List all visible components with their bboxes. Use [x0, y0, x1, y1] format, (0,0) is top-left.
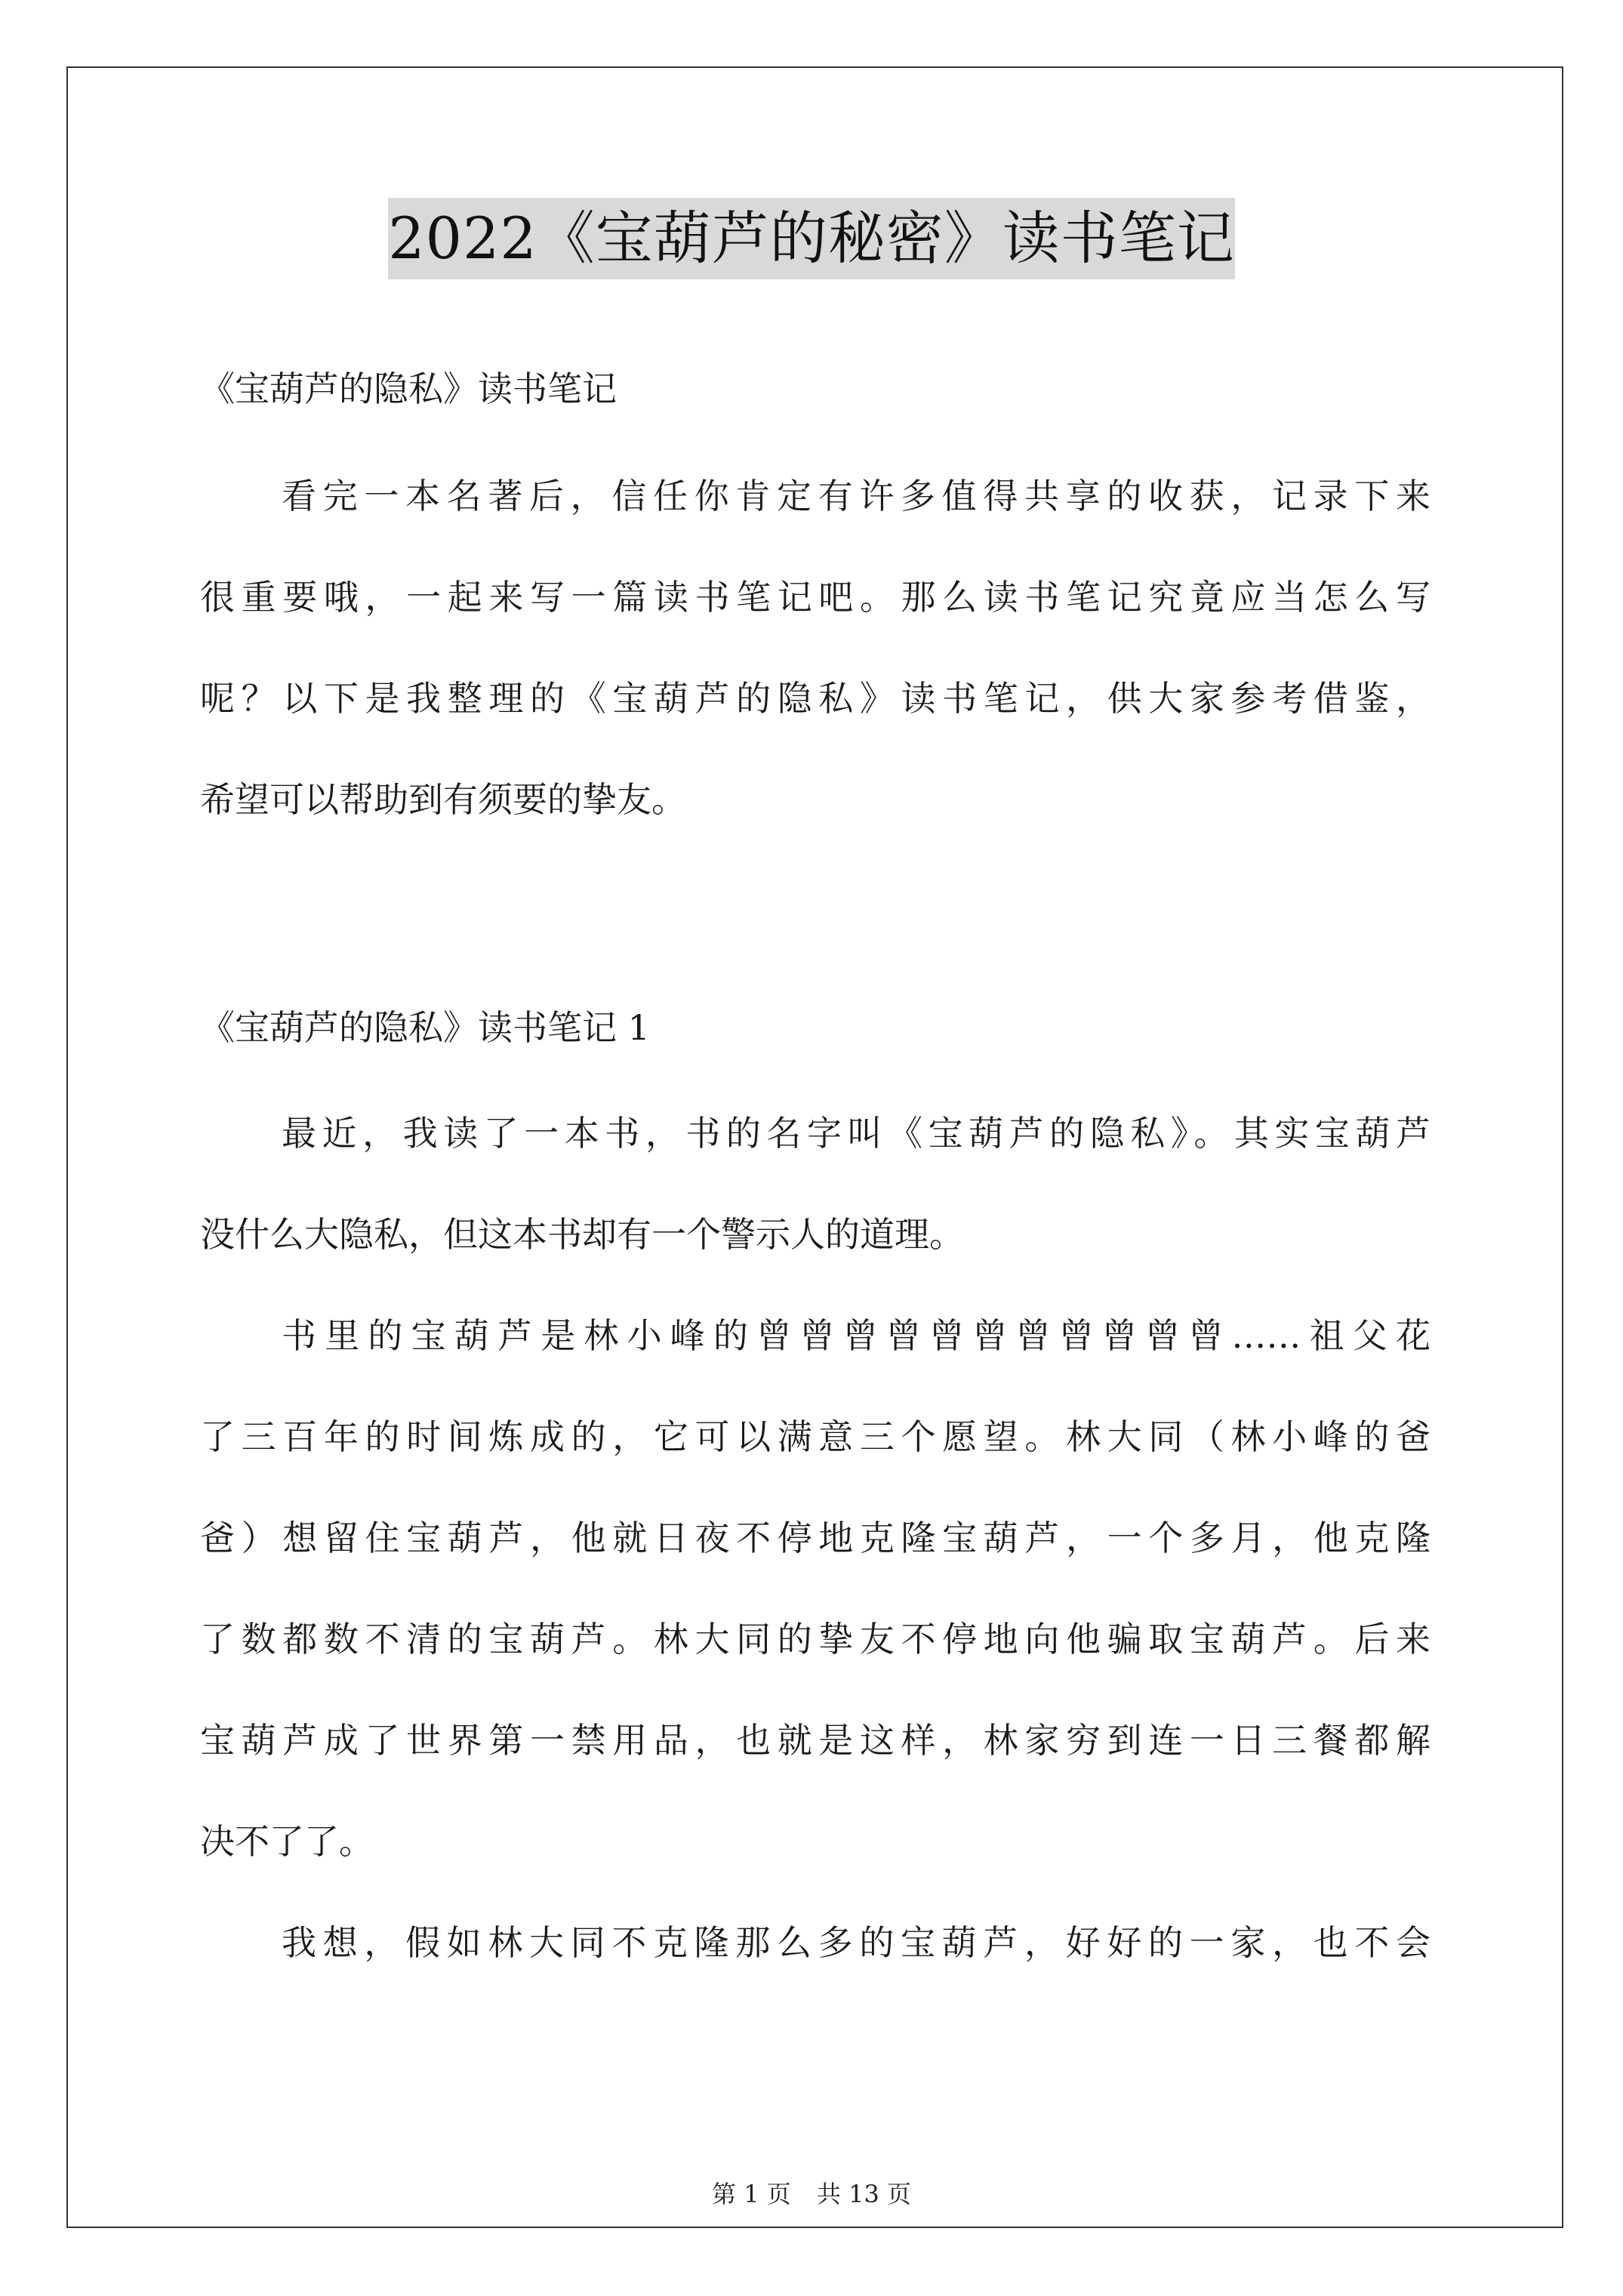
p1-line-2: 没什么大隐私，但这本书却有一个警示人的道理。 [200, 1214, 964, 1255]
p2-line-6: 决不了了。 [200, 1821, 374, 1862]
intro-line-1: 看完一本名著后，信任你肯定有许多值得共享的收获，记录下来 [282, 476, 1431, 516]
p2-line-4: 了数都数不清的宝葫芦。林大同的挚友不停地向他骗取宝葫芦。后来 [200, 1619, 1431, 1660]
page-total: 共 13 页 [816, 2180, 911, 2208]
intro-line-2: 很重要哦，一起来写一篇读书笔记吧。那么读书笔记究竟应当怎么写 [200, 577, 1431, 618]
p2-line-5: 宝葫芦成了世界第一禁用品，也就是这样，林家穷到连一日三餐都解 [200, 1720, 1431, 1761]
p2-line-3: 爸）想留住宝葫芦，他就日夜不停地克隆宝葫芦，一个多月，他克隆 [200, 1518, 1431, 1558]
p1-line-1: 最近，我读了一本书，书的名字叫《宝葫芦的隐私》。其实宝葫芦 [282, 1113, 1431, 1154]
page-number: 第 1 页 [712, 2180, 791, 2208]
p2-line-2: 了三百年的时间炼成的，它可以满意三个愿望。林大同（林小峰的爸 [200, 1416, 1431, 1457]
section1-heading: 《宝葫芦的隐私》读书笔记 1 [200, 1007, 650, 1048]
intro-heading: 《宝葫芦的隐私》读书笔记 [200, 368, 617, 409]
paragraph-3 [200, 1921, 1431, 2022]
paragraph-2 [200, 1314, 1431, 1863]
intro-line-3: 呢？以下是我整理的《宝葫芦的隐私》读书笔记，供大家参考借鉴， [200, 678, 1431, 719]
intro-line-4: 希望可以帮助到有须要的挚友。 [200, 779, 686, 820]
intro-paragraph [200, 474, 1431, 821]
p3-line-1: 我想，假如林大同不克隆那么多的宝葫芦，好好的一家，也不会 [282, 1922, 1431, 1963]
title-container [0, 198, 1623, 279]
p2-line-1: 书里的宝葫芦是林小峰的曾曾曾曾曾曾曾曾曾曾曾……祖父花 [282, 1315, 1431, 1356]
paragraph-1 [200, 1111, 1431, 1256]
document-title: 2022《宝葫芦的秘密》读书笔记 [388, 198, 1234, 279]
page-footer [0, 2179, 1623, 2209]
